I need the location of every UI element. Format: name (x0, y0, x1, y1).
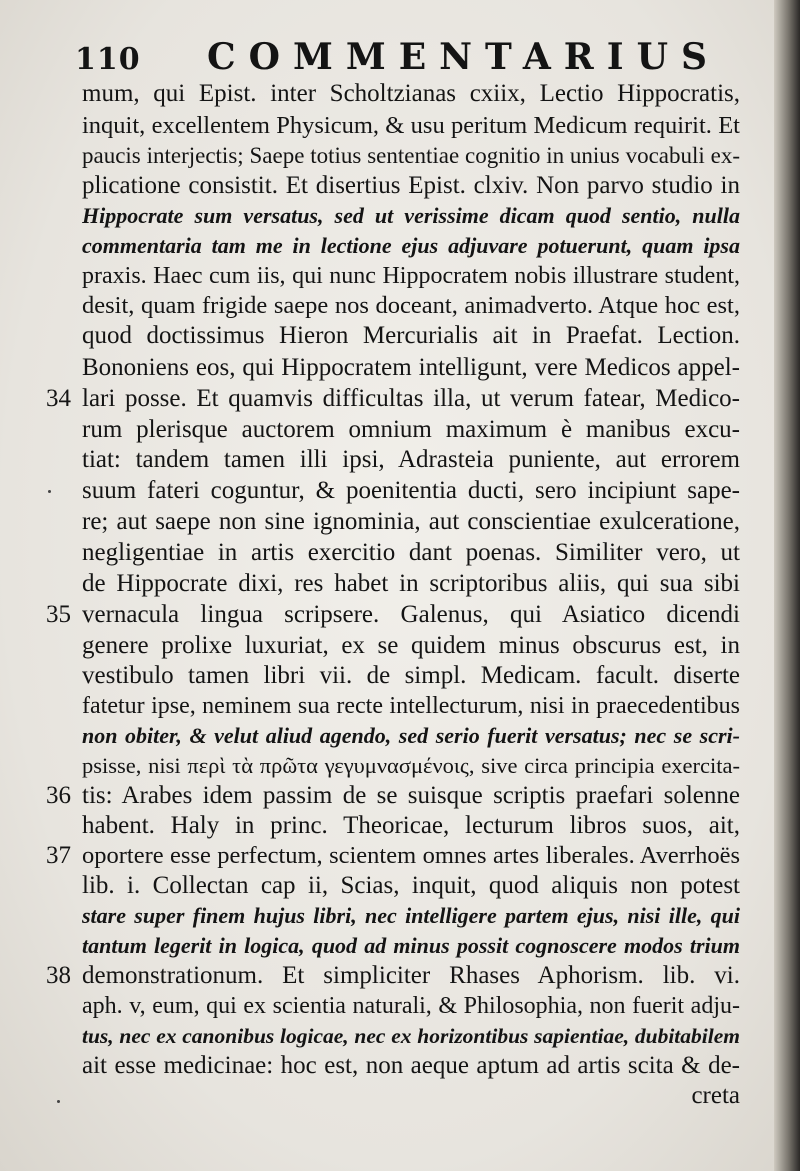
text-line: Hippocrate sum versatus, sed ut verissime dicam quod sentio, nulla (82, 203, 740, 228)
margin-note-number: 36 (46, 782, 71, 809)
text-line: aph. v, eum, qui ex scientia naturali, & Philosophia, non fuerit adju- (82, 993, 740, 1019)
text-line: lib. i. Collectan cap ii, Scias, inquit, quod aliquis non potest (82, 872, 740, 899)
text-line: demonstrationum. Et simpliciter Rhases Aphorism. lib. vi. (82, 962, 740, 989)
margin-note-number: 37 (46, 842, 71, 869)
text-line: re; aut saepe non sine ignominia, aut conscientiae exulceratione, (82, 508, 740, 535)
text-line: paucis interjectis; Saepe totius sententiae cognitio in unius vocabuli ex- (82, 143, 740, 168)
text-line: lari posse. Et quamvis difficultas illa, ut verum fatear, Medico- (82, 385, 740, 412)
text-line: psisse, nisi περὶ τὰ πρῶτα γεγυμνασμένοις, sive circa principia exercita- (82, 753, 740, 778)
text-line: tis: Arabes idem passim de se suisque scriptis praefari solenne (82, 782, 740, 809)
margin-note-number: 34 (46, 385, 71, 412)
text-line: suum fateri coguntur, & poenitentia ducti, sero incipiunt sape- (82, 477, 740, 504)
paper-speck (48, 490, 51, 493)
margin-note-number: 38 (46, 962, 71, 989)
margin-note-number: 35 (46, 601, 71, 628)
text-line: creta (691, 1082, 740, 1109)
text-line: praxis. Haec cum iis, qui nunc Hippocratem nobis illustrare student, (82, 263, 740, 289)
text-line: tiat: tandem tamen illi ipsi, Adrasteia puniente, aut errorem (82, 446, 740, 473)
text-line: desit, quam frigide saepe nos doceant, animadverto. Atque hoc est, (82, 292, 740, 319)
text-line: rum plerisque auctorem omnium maximum è manibus excu- (82, 416, 740, 443)
text-line: de Hippocrate dixi, res habet in scriptoribus aliis, qui sua sibi (82, 570, 740, 597)
page-header (75, 34, 720, 78)
text-line: non obiter, & velut aliud agendo, sed serio fuerit versatus; nec se scri- (82, 723, 740, 748)
text-line: inquit, excellentem Physicum, & usu peritum Medicum requirit. Et (82, 112, 740, 139)
text-line: commentaria tam me in lectione ejus adjuvare potuerunt, quam ipsa (82, 233, 740, 258)
text-line: oportere esse perfectum, scientem omnes artes liberales. Averrhoës (82, 842, 740, 869)
paper-speck (57, 1100, 60, 1103)
text-line: mum, qui Epist. inter Scholtzianas cxiix, Lectio Hippocratis, (82, 80, 740, 107)
page-number: 110 (75, 42, 141, 77)
text-line: fatetur ipse, neminem sua recte intellecturum, nisi in praecedentibus (82, 693, 740, 719)
text-line: vestibulo tamen libri vii. de simpl. Medicam. facult. diserte (82, 662, 740, 689)
book-spine-shadow (774, 0, 800, 1171)
text-line: vernacula lingua scripsere. Galenus, qui Asiatico dicendi (82, 601, 740, 628)
text-line: Bononiens eos, qui Hippocratem intelligunt, vere Medicos appel- (82, 354, 740, 381)
text-line: ait esse medicinae: hoc est, non aeque aptum ad artis scita & de- (82, 1052, 740, 1079)
text-line: habent. Haly in princ. Theoricae, lecturum libros suos, ait, (82, 812, 740, 839)
text-line: tantum legerit in logica, quod ad minus possit cognoscere modos trium (82, 933, 740, 958)
text-line: plicatione consistit. Et disertius Epist. clxiv. Non parvo studio in (82, 172, 740, 199)
text-line: stare super finem hujus libri, nec intelligere partem ejus, nisi ille, qui (82, 903, 740, 928)
text-line: quod doctissimus Hieron Mercurialis ait in Praefat. Lection. (82, 322, 740, 349)
running-head: COMMENTARIUS (207, 36, 720, 78)
text-line: negligentiae in artis exercitio dant poenas. Similiter vero, ut (82, 539, 740, 566)
text-line: genere prolixe luxuriat, ex se quidem minus obscurus est, in (82, 632, 740, 659)
text-line: tus, nec ex canonibus logicae, nec ex horizontibus sapientiae, dubitabilem (82, 1024, 740, 1048)
